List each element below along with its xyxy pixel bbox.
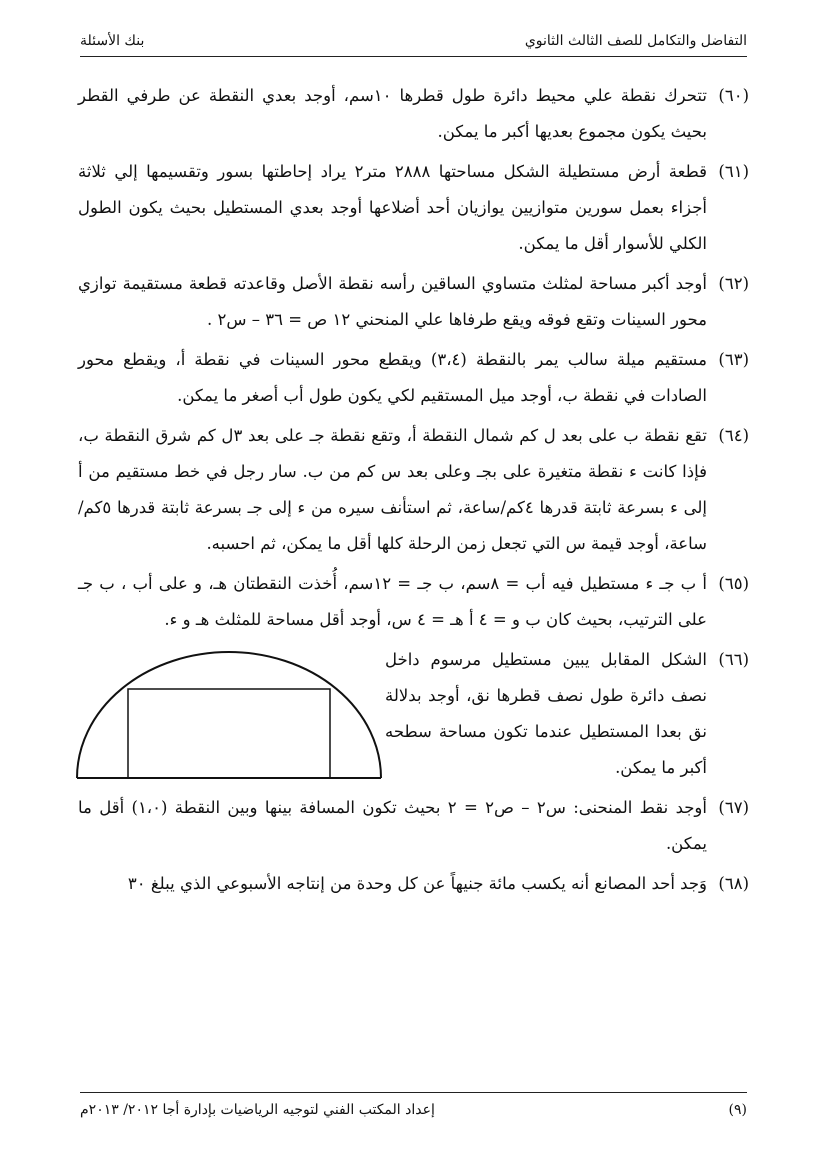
question-text: أ ب جـ ء مستطيل فيه أب = ٨سم، ب جـ = ١٢سم، أُخذت النقطتان هـ، و على أب ، ب جـ على الترتيب، بحيث كان ب و = ٤ أ هـ = ٤ س، أوجد أقل مساحة للمثلث هـ و ء.: [78, 574, 707, 629]
question-number: (٦١): [718, 162, 749, 181]
question-61: [78, 154, 749, 262]
semicircle-rectangle-diagram: [73, 642, 385, 782]
page-header: [80, 26, 747, 57]
semicircle-arc: [77, 652, 381, 778]
question-text: أوجد نقط المنحنى: س٢ – ص٢ = ٢ بحيث تكون المسافة بينها وبين النقطة (١،٠) أقل ما يمكن.: [78, 798, 707, 853]
question-list: [78, 78, 749, 906]
header-section-title: بنك الأسئلة: [80, 33, 145, 49]
question-text: أوجد أكبر مساحة لمثلث متساوي الساقين رأسه نقطة الأصل وقاعدته قطعة مستقيمة توازي محور السينات وتقع فوقه ويقع طرفاها علي المنحني ١٢ ص = ٣٦ – س٢ .: [78, 274, 707, 329]
question-number: (٦٧): [718, 798, 749, 817]
question-text: مستقيم ميلة سالب يمر بالنقطة (٣،٤) ويقطع محور السينات في نقطة أ، ويقطع محور الصادات في نقطة ب، أوجد ميل المستقيم لكي يكون طول أب أصغر ما يمكن.: [78, 350, 707, 405]
question-text: وَجد أحد المصانع أنه يكسب مائة جنيهاً عن كل وحدة من إنتاجه الأسبوعي الذي يبلغ ٣٠: [127, 874, 707, 893]
question-text: تتحرك نقطة علي محيط دائرة طول قطرها ١٠سم، أوجد بعدي النقطة عن طرفي القطر بحيث يكون مجموع بعديها أكبر ما يمكن.: [78, 86, 708, 141]
question-64: [78, 418, 749, 562]
question-number: (٦٤): [718, 426, 749, 445]
inscribed-rectangle: [128, 689, 330, 778]
question-number: (٦٦): [718, 650, 749, 669]
semicircle-figure: [73, 642, 385, 786]
question-62: [78, 266, 749, 338]
question-68: [78, 866, 749, 902]
question-67: [78, 790, 749, 862]
question-text: الشكل المقابل يبين مستطيل مرسوم داخل نصف دائرة طول نصف قطرها نق، أوجد بدلالة نق بعدا المستطيل عندما تكون مساحة سطحه أكبر ما يمكن.: [385, 650, 707, 777]
question-text: تقع نقطة ب على بعد ل كم شمال النقطة أ، وتقع نقطة جـ على بعد ٣ل كم شرق النقطة ب، فإذا كانت ء نقطة متغيرة على بجـ وعلى بعد س كم من ب. سار رجل في خط مستقيم من أ إلى ء بسرعة ثابتة قدرها ٤كم/ساعة، ثم استأنف سيره من ء إلى جـ بسرعة ثابتة قدرها ٥كم/ساعة، أوجد قيمة س التي تجعل زمن الرحلة كلها أقل ما يمكن، ثم احسبه.: [78, 426, 707, 553]
question-number: (٦٥): [718, 574, 749, 593]
question-number: (٦٢): [718, 274, 749, 293]
question-number: (٦٨): [718, 874, 749, 893]
question-65: [78, 566, 749, 638]
question-text: قطعة أرض مستطيلة الشكل مساحتها ٢٨٨٨ متر٢ يراد إحاطتها بسور وتقسيمها إلي ثلاثة أجزاء بعمل سورين متوازيين يوازيان أحد أضلاعها أوجد بعدي المستطيل بحيث يكون الطول الكلي للأسوار أقل ما يمكن.: [78, 162, 707, 253]
question-number: (٦٠): [718, 86, 749, 105]
question-63: [78, 342, 749, 414]
page-footer: [80, 1092, 747, 1127]
footer-credit: إعداد المكتب الفني لتوجيه الرياضيات بإدارة أجا ٢٠١٢/ ٢٠١٣م: [80, 1102, 435, 1118]
header-course-title: التفاضل والتكامل للصف الثالث الثانوي: [524, 33, 747, 49]
question-60: [78, 78, 749, 150]
question-number: (٦٣): [718, 350, 749, 369]
page-number: (٩): [728, 1102, 747, 1118]
question-66: [78, 642, 749, 786]
